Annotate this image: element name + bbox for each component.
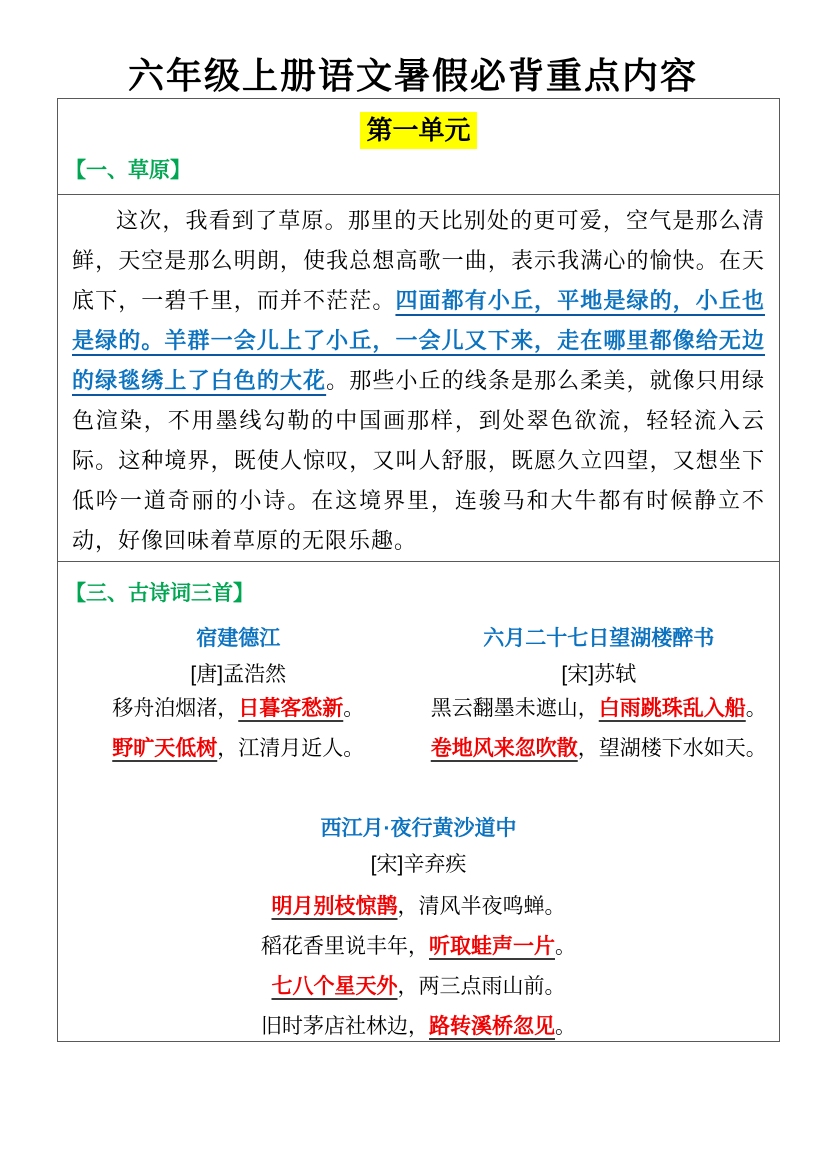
poem [419, 625, 780, 769]
text-run: 黑云翻墨未遮山， [430, 697, 599, 720]
text-run: 旧时茅店社林边， [261, 1015, 429, 1038]
poem-author: [宋]苏轼 [561, 663, 637, 686]
highlighted-run: 七八个星天外 [271, 975, 398, 998]
text-run: ，望湖楼下水如天。 [577, 737, 767, 760]
poem-author: [宋]辛弃疾 [370, 853, 467, 876]
poem-title: 宿建德江 [196, 627, 281, 650]
poem-line [419, 689, 780, 729]
poem-lines [419, 689, 780, 769]
text-run: 。那些小丘的线条是那么柔美，就像只用绿色渲染，不用墨线勾勒的中国画那样，到处翠色欲流，轻轻流入云际。这种境界，既使人惊叹，又叫人舒服，既愿久立四望，又想坐下低吟一道奇丽的小诗。在这境界里，连骏马和大牛都有时候静立不动，好像回味着草原的无限乐趣。 [72, 368, 765, 553]
section-header-poems: 【三、古诗词三首】 [65, 582, 254, 605]
highlighted-run: 卷地风来忽吹散 [430, 737, 578, 760]
text-run: 。 [555, 1015, 576, 1038]
poem-grid [58, 625, 779, 769]
text-run: 。 [343, 697, 365, 720]
poems-row [58, 562, 779, 1047]
poem-line [58, 689, 419, 729]
poem-title: 西江月·夜行黄沙道中 [320, 817, 517, 840]
text-run: ，两三点雨山前。 [397, 975, 566, 998]
poem-center [58, 815, 779, 1047]
content-box [57, 98, 780, 1042]
highlighted-run: 路转溪桥忽见 [429, 1015, 555, 1038]
text-run: ，清风半夜鸣蝉。 [397, 895, 566, 918]
highlighted-run: 四面都有小丘，平地是绿的，小丘也是绿的。羊群一会儿上了小丘，一会儿又下来，走在哪里都像给无边的绿毯绣上了白色的大花 [72, 288, 765, 393]
prose-paragraph [72, 201, 765, 561]
unit-title: 第一单元 [360, 112, 476, 149]
document-title: 六年级上册语文暑假必背重点内容 [127, 55, 698, 96]
text-run: ，江清月近人。 [217, 737, 365, 760]
text-run: 。 [555, 935, 576, 958]
poem-line [419, 729, 780, 769]
poem-title: 六月二十七日望湖楼醉书 [483, 627, 715, 650]
poem-line [58, 927, 779, 967]
poem-author: [唐]孟浩然 [190, 663, 287, 686]
prose-row [58, 195, 779, 562]
poem [58, 815, 779, 1047]
poem-lines [58, 689, 419, 769]
text-run: 这次，我看到了草原。那里的天比别处的更可爱，空气是那么清鲜，天空是那么明朗，使我总想高歌一曲，表示我满心的愉快。在天底下，一碧千里，而并不茫茫。 [72, 208, 765, 313]
poem-line [58, 887, 779, 927]
text-run: 。 [745, 697, 767, 720]
section-header-grassland: 【一、草原】 [65, 158, 191, 182]
poem-lines [58, 887, 779, 1047]
highlighted-run: 日暮客愁新 [238, 697, 344, 720]
unit-header-row [58, 99, 779, 195]
poem-line [58, 1007, 779, 1047]
highlighted-run: 白雨跳珠乱入船 [598, 697, 746, 720]
highlighted-run: 野旷天低树 [112, 737, 218, 760]
unit-title-line [58, 99, 779, 149]
text-run: 移舟泊烟渚， [112, 697, 239, 720]
text-run: 稻花香里说丰年， [261, 935, 429, 958]
highlighted-run: 明月别枝惊鹊 [271, 895, 398, 918]
poem-line [58, 967, 779, 1007]
poem-line [58, 729, 419, 769]
poem [58, 625, 419, 769]
highlighted-run: 听取蛙声一片 [429, 935, 555, 958]
